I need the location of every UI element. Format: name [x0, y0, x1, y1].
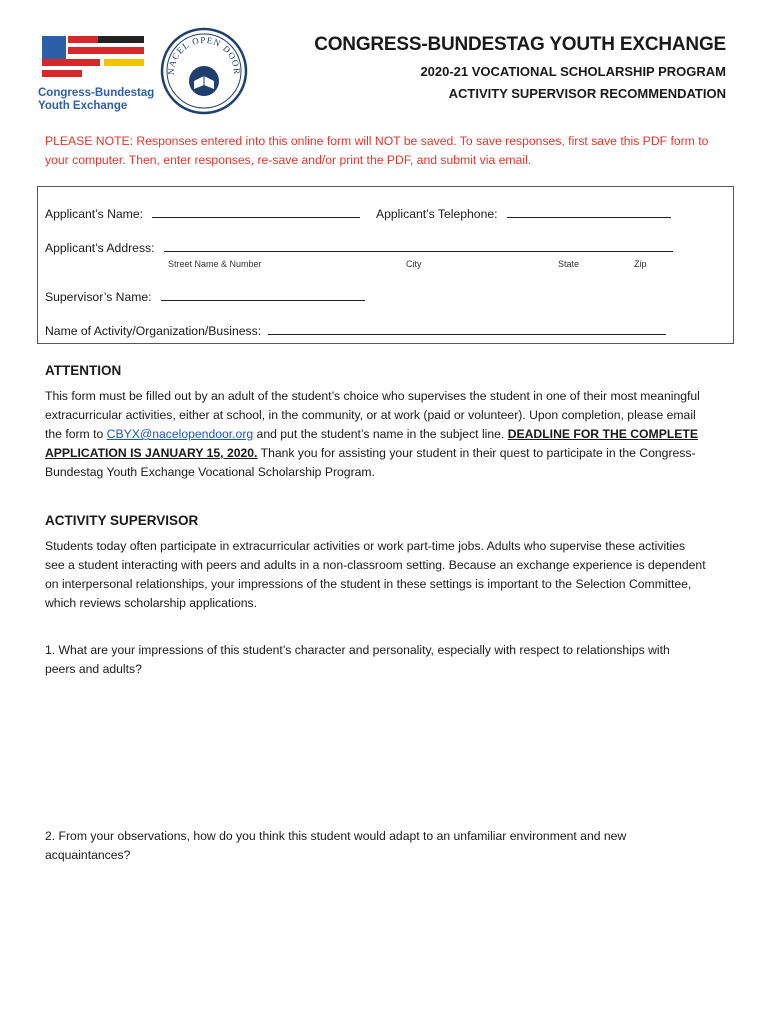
activity-supervisor-paragraph [45, 537, 729, 613]
logo-text-line1: Congress-Bundestag [38, 87, 155, 99]
paragraph-line [45, 425, 729, 444]
flag-stripe [42, 70, 82, 77]
paragraph-line [45, 444, 729, 463]
cbyx-logo [38, 30, 155, 116]
notice-line: your computer. Then, enter responses, re-save and/or print the PDF, and submit via email. [45, 153, 532, 167]
attention-paragraph [45, 387, 729, 482]
address-sublabel-state: State [558, 259, 580, 269]
applicant-name-row [45, 207, 360, 221]
paragraph-line: on interpersonal relationships, your impressions of the student in these settings is important to the Selection Committee, [45, 577, 692, 591]
question-line: 2. From your observations, how do you think this student would adapt to an unfamiliar environment and new [45, 829, 627, 843]
applicant-name-field[interactable] [152, 207, 360, 218]
address-sublabel-street: Street Name & Number [168, 259, 262, 269]
text-span: the form to [45, 427, 107, 441]
paragraph-line: Bundestag Youth Exchange Vocational Scholarship Program. [45, 465, 375, 479]
flag-stripe [104, 59, 144, 66]
question-line: acquaintances? [45, 848, 131, 862]
seal-text: NACEL OPEN DOOR [165, 34, 243, 76]
text-span: Thank you for assisting your student in their quest to participate in the Congress- [257, 446, 696, 460]
activity-name-field[interactable] [268, 324, 666, 335]
nacel-seal-logo [160, 27, 248, 115]
applicant-telephone-label: Applicant’s Telephone: [376, 207, 498, 221]
page-title: CONGRESS-BUNDESTAG YOUTH EXCHANGE [314, 34, 726, 55]
text-span: and put the student’s name in the subject line. [253, 427, 508, 441]
paragraph-line: extracurricular activities, either at school, in the community, or at work (paid or volunteer). Upon completion, please email [45, 408, 696, 422]
flag-stripe [100, 47, 144, 54]
supervisor-name-field[interactable] [161, 290, 365, 301]
address-sublabel-zip: Zip [634, 259, 647, 269]
save-notice [45, 132, 735, 170]
answer-2-field[interactable] [45, 871, 729, 1011]
activity-name-label: Name of Activity/Organization/Business: [45, 324, 262, 338]
question-2 [45, 827, 729, 865]
answer-1-field[interactable] [45, 685, 729, 820]
question-1 [45, 641, 729, 679]
question-line: 1. What are your impressions of this student’s character and personality, especially with respect to relationships with [45, 643, 670, 657]
paragraph-line: see a student interacting with peers and adults in a non-classroom setting. Because an exchange experience is dependent [45, 558, 706, 572]
deadline-text: DEADLINE FOR THE COMPLETE [507, 427, 698, 441]
logo-text-line2: Youth Exchange [38, 100, 128, 112]
activity-supervisor-heading: ACTIVITY SUPERVISOR [45, 513, 199, 528]
applicant-address-field[interactable] [164, 241, 673, 252]
deadline-date-text: APPLICATION IS JANUARY 15, 2020. [45, 446, 258, 460]
paragraph-line: Students today often participate in extracurricular activities or work part-time jobs. Adults who supervise these activities [45, 539, 686, 553]
paragraph-line: which reviews scholarship applications. [45, 596, 258, 610]
program-subtitle: 2020-21 VOCATIONAL SCHOLARSHIP PROGRAM [420, 64, 726, 79]
applicant-name-label: Applicant’s Name: [45, 207, 143, 221]
applicant-telephone-field[interactable] [507, 207, 671, 218]
supervisor-name-label: Supervisor’s Name: [45, 290, 152, 304]
applicant-address-label: Applicant’s Address: [45, 241, 155, 255]
email-link[interactable]: CBYX@nacelopendoor.org [106, 427, 254, 441]
form-subtitle: ACTIVITY SUPERVISOR RECOMMENDATION [448, 86, 726, 101]
paragraph-line: This form must be filled out by an adult of the student’s choice who supervises the student in one of their most meaningful [45, 389, 700, 403]
applicant-address-row [45, 241, 673, 255]
activity-name-row [45, 324, 666, 338]
notice-line: PLEASE NOTE: Responses entered into this online form will NOT be saved. To save responses, first save this PDF form to [45, 134, 709, 148]
flag-stripe [42, 59, 100, 66]
address-sublabel-city: City [406, 259, 422, 269]
attention-heading: ATTENTION [45, 363, 122, 378]
question-line: peers and adults? [45, 662, 142, 676]
applicant-telephone-row [376, 207, 671, 221]
supervisor-name-row [45, 290, 365, 304]
flag-stripe [98, 36, 144, 43]
